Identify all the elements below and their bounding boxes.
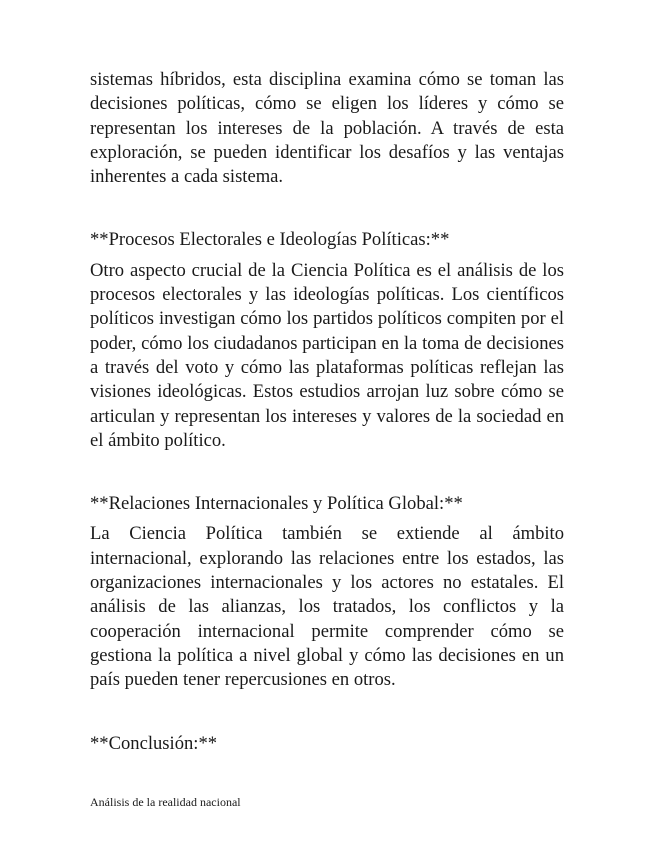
page-footer: Análisis de la realidad nacional [90,795,241,809]
paragraph-procesos-electorales: Otro aspecto crucial de la Ciencia Política es el análisis de los procesos electorales y las ideologías políticas. Los científicos políticos investigan cómo los partidos políticos compiten por el poder, cómo los ciudadanos participan en la toma de decisiones a través del voto y cómo las plataformas políticas reflejan las visiones ideológicas. Estos estudios arrojan luz sobre cómo se articulan y representan los intereses y valores de la sociedad en el ámbito político. [90,259,564,451]
paragraph-relaciones-internacionales: La Ciencia Política también se extiende al ámbito internacional, explorando las relaciones entre los estados, las organizaciones internacionales y los actores no estatales. El análisis de las alianzas, los tratados, los conflictos y la cooperación internacional permite comprender cómo se gestiona la política a nivel global y cómo las decisiones en un país pueden tener repercusiones en otros. [90,523,564,691]
spacer [90,189,564,228]
paragraph-sistemas-hibridos: sistemas híbridos, esta disciplina examina cómo se toman las decisiones políticas, cómo se eligen los líderes y cómo se representan los intereses de la población. A través de esta exploración, se pueden identificar los desafíos y las ventajas inherentes a cada sistema. [90,69,564,188]
spacer [90,693,564,732]
spacer [90,453,564,492]
heading-conclusion: **Conclusión:** [90,732,218,754]
document-page [90,68,564,756]
heading-relaciones-internacionales: **Relaciones Internacionales y Política Global:** [90,493,463,515]
heading-procesos-electorales: **Procesos Electorales e Ideologías Políticas:** [90,229,450,251]
